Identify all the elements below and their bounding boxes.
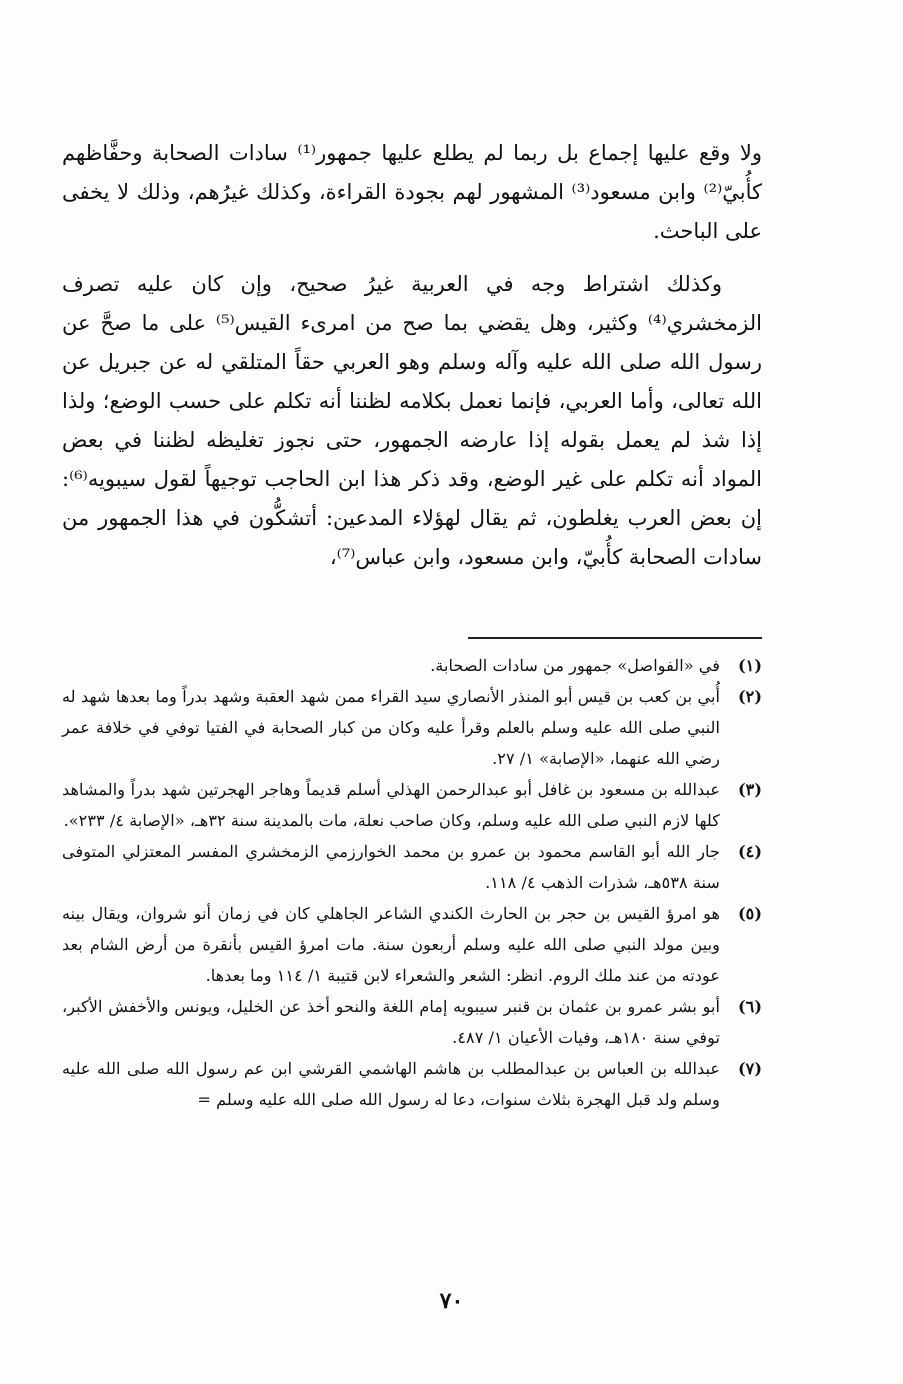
footnote-text: عبدالله بن مسعود بن غافل أبو عبدالرحمن الهذلي أسلم قديماً وهاجر الهجرتين شهد بدراً والمشاهد كلها لازم النبي صلى الله عليه وسلم، وكان صاحب نعلة، مات بالمدينة سنة ٣٢هـ، «الإصابة ٤/ ٢٣٣». (62, 780, 720, 830)
footnote-1 (62, 650, 762, 681)
paragraph-1: ولا وقع عليها إجماع بل ربما لم يطلع عليها جمهور⁽¹⁾ سادات الصحابة وحفَّاظهم كأُبيّ⁽²⁾ وابن مسعود⁽³⁾ المشهور لهم بجودة القراءة، وكذلك غيرُهم، وذلك لا يخفى على الباحث. (62, 141, 762, 243)
footnote-number: (٢) (737, 687, 762, 706)
paragraph-2: وكذلك اشتراط وجه في العربية غيرُ صحيح، وإن كان عليه تصرف الزمخشري⁽⁴⁾ وكثير، وهل يقضي بما صح من امرىء القيس⁽⁵⁾ على ما صحَّ عن رسول الله صلى الله عليه وآله وسلم وهو العربي حقاً المتلقي له عن جبريل عن الله تعالى، وأما العربي، فإنما نعمل بكلامه لظننا أنه تكلم على حسب الوضع؛ ولذا إذا شذ لم يعمل بقوله إذا عارضه الجمهور، حتى نجوز تغليظه لظننا في بعض المواد أنه تكلم على غير الوضع، وقد ذكر هذا ابن الحاجب توجيهاً لقول سيبويه⁽⁶⁾: إن بعض العرب يغلطون، ثم يقال لهؤلاء المدعين: أتشكُّون في هذا الجمهور من سادات الصحابة كأُبيّ، وابن مسعود، وابن عباس⁽⁷⁾، (62, 272, 762, 569)
footnote-7 (62, 1053, 762, 1115)
footnote-number: (٥) (737, 904, 762, 923)
main-text (62, 134, 762, 577)
footnote-divider (468, 637, 762, 639)
footnote-number: (٤) (737, 842, 762, 861)
footnote-4 (62, 836, 762, 898)
footnote-2 (62, 681, 762, 774)
footnote-number: (٧) (737, 1059, 762, 1078)
footnote-number: (١) (737, 656, 762, 675)
footnote-text: أبو بشر عمرو بن عثمان بن قنبر سيبويه إمام اللغة والنحو أخذ عن الخليل، ويونس والأخفش الأكبر، توفي سنة ١٨٠هـ، وفيات الأعيان ١/ ٤٨٧. (62, 997, 720, 1047)
footnote-text: عبدالله بن العباس بن عبدالمطلب بن هاشم الهاشمي القرشي ابن عم رسول الله صلى الله عليه وسلم ولد قبل الهجرة بثلاث سنوات، دعا له رسول الله صلى الله عليه وسلم = (62, 1059, 720, 1109)
footnote-text: جار الله أبو القاسم محمود بن عمرو بن محمد الخوارزمي الزمخشري المفسر المعتزلي المتوفى سنة ٥٣٨هـ، شذرات الذهب ٤/ ١١٨. (62, 842, 720, 892)
footnote-5 (62, 898, 762, 991)
footnote-text: أُبي بن كعب بن قيس أبو المنذر الأنصاري سيد القراء ممن شهد العقبة وشهد بدراً وما بعدها شهد له النبي صلى الله عليه وسلم بالعلم وقرأ عليه وكان من كبار الصحابة في الفتيا توفي في خلافة عمر رضي الله عنهما، «الإصابة» ١/ ٢٧. (62, 687, 720, 768)
footnote-number: (٦) (737, 997, 762, 1016)
footnotes (62, 650, 762, 1115)
footnote-text: في «الفواصل» جمهور من سادات الصحابة. (430, 656, 720, 675)
footnote-3 (62, 774, 762, 836)
page-number: ٧٠ (439, 1288, 464, 1314)
footnote-text: هو امرؤ القيس بن حجر بن الحارث الكندي الشاعر الجاهلي كان في زمان أنو شروان، ويقال بينه وبين مولد النبي صلى الله عليه وسلم أربعون سنة. مات امرؤ القيس بأنقرة من أرض الشام بعد عودته من عند ملك الروم. انظر: الشعر والشعراء لابن قتيبة ١/ ١١٤ وما بعدها. (62, 904, 720, 985)
footnote-6 (62, 991, 762, 1053)
footnote-number: (٣) (737, 780, 762, 799)
